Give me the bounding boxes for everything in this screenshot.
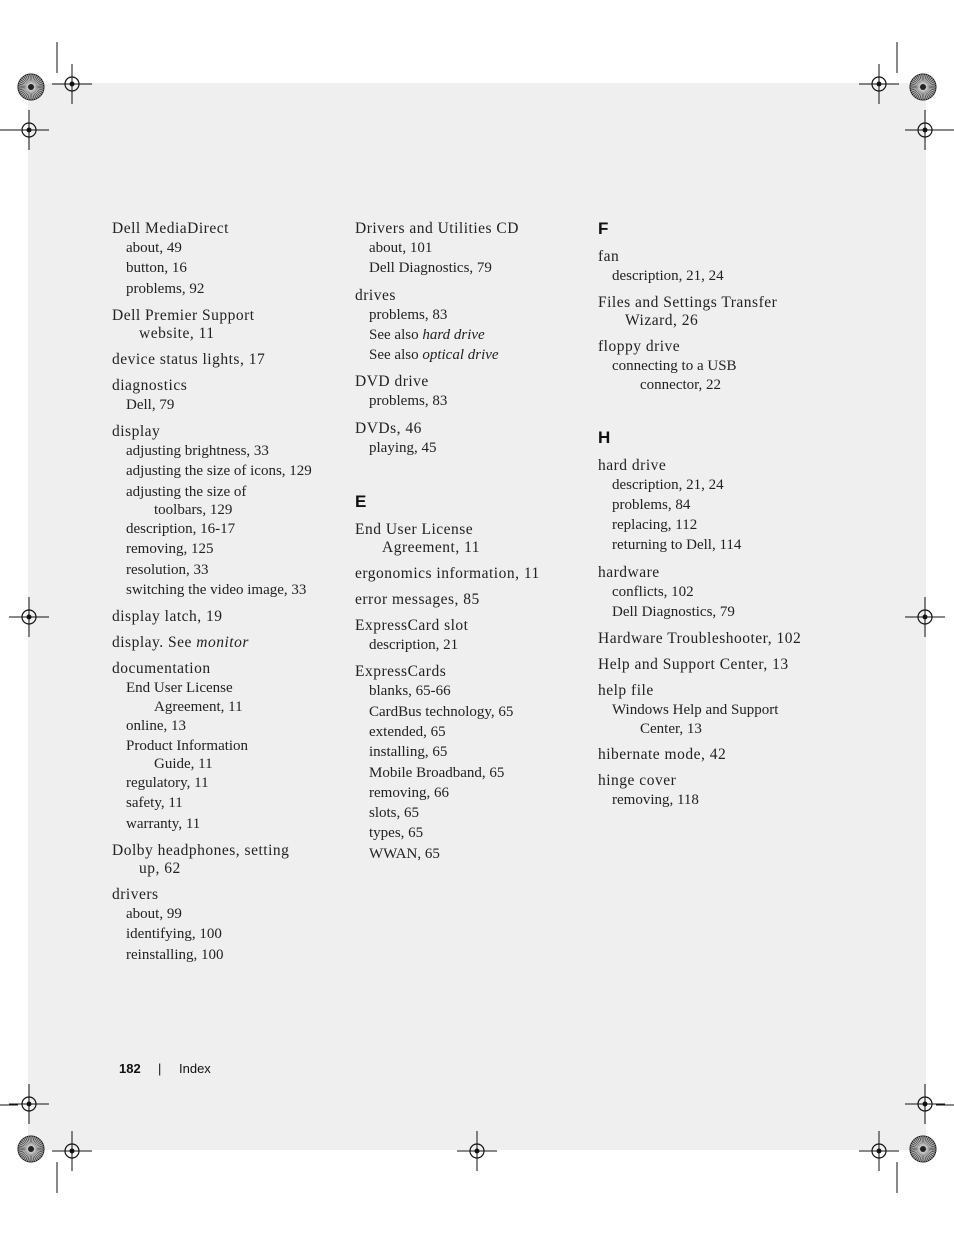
- index-entry: [112, 350, 344, 369]
- index-subentry-text: connecting to a USB: [612, 358, 737, 375]
- index-subentry: [112, 793, 344, 813]
- index-entry: [598, 337, 830, 393]
- index-subentry-text: blanks, 65-66: [369, 683, 451, 700]
- index-term-text: hibernate mode, 42: [598, 745, 727, 763]
- index-subentry-text: Dell Diagnostics, 79: [369, 260, 492, 277]
- index-entry: [598, 456, 830, 556]
- index-subentry: [598, 790, 830, 810]
- index-subentry-text: End User License: [126, 680, 233, 697]
- index-subentry-text: problems, 83: [369, 306, 448, 323]
- index-term: [355, 286, 587, 305]
- index-entry: [112, 841, 344, 878]
- index-term-text: ExpressCard slot: [355, 617, 469, 635]
- index-term-text: DVDs, 46: [355, 419, 422, 437]
- index-term-text: fan: [598, 248, 620, 265]
- index-term: [355, 419, 587, 438]
- index-term-text: DVD drive: [355, 373, 429, 391]
- index-subentry-text: safety, 11: [126, 795, 183, 812]
- index-term-text: floppy drive: [598, 338, 681, 356]
- registration-mark-dot: [475, 1149, 480, 1154]
- star-target-center: [28, 84, 34, 90]
- index-subentry-text: warranty, 11: [126, 815, 201, 832]
- index-term-text: End User License: [355, 521, 474, 539]
- index-entry: [112, 219, 344, 299]
- index-term: [598, 247, 830, 266]
- index-term-text: drivers: [112, 886, 159, 904]
- index-subentry: [598, 495, 830, 515]
- index-subentry: [355, 345, 587, 365]
- index-subentry-text: description, 16-17: [126, 521, 236, 538]
- index-subentry-text: reinstalling, 100: [126, 946, 224, 963]
- star-target-center: [920, 1146, 926, 1152]
- index-term: [355, 662, 587, 681]
- registration-mark-dot: [923, 128, 928, 133]
- index-entry: [598, 563, 830, 623]
- index-subentry: [598, 602, 830, 622]
- index-entry: [355, 520, 587, 557]
- index-term-continuation: Wizard, 26: [625, 312, 699, 330]
- index-column-3: [598, 219, 830, 817]
- index-term: [598, 771, 830, 790]
- index-subentry: [355, 438, 587, 458]
- index-subentry-text: online, 13: [126, 717, 186, 734]
- index-subentry-text: installing, 65: [369, 744, 448, 761]
- index-subentry: [355, 823, 587, 843]
- index-subentry: [355, 844, 587, 864]
- index-subentry-text: description, 21, 24: [612, 268, 724, 284]
- star-target-center: [920, 84, 926, 90]
- index-subentry-text: extended, 65: [369, 723, 446, 740]
- index-entry: [598, 771, 830, 810]
- index-subentry: [112, 560, 344, 580]
- index-subentry: [112, 279, 344, 299]
- index-term: [112, 306, 344, 325]
- index-subentry-continuation: Guide, 11: [154, 756, 213, 773]
- index-term-text: drives: [355, 286, 396, 304]
- index-term-text: device status lights, 17: [112, 350, 266, 368]
- index-term: [598, 456, 830, 475]
- registration-mark-dot: [27, 615, 32, 620]
- section-letter: E: [355, 492, 367, 512]
- index-term-text: ergonomics information, 11: [355, 565, 540, 583]
- index-subentry-text: conflicts, 102: [612, 583, 694, 600]
- index-subentry-text: button, 16: [126, 260, 187, 277]
- index-term-text: hard drive: [598, 456, 667, 474]
- index-subentry: [112, 461, 344, 481]
- index-subentry-text: about, 49: [126, 240, 182, 256]
- index-subentry-text: See also: [369, 347, 423, 364]
- index-term-text: documentation: [112, 660, 211, 678]
- section-name: Index: [179, 1061, 211, 1076]
- index-subentry: [112, 482, 344, 502]
- index-term-text: ExpressCards: [355, 663, 447, 681]
- index-subentry-text: adjusting the size of icons, 129: [126, 463, 312, 480]
- index-subentry: [112, 736, 344, 756]
- index-entry: [112, 422, 344, 600]
- index-entry: [112, 376, 344, 415]
- index-subentry-text: about, 99: [126, 906, 182, 923]
- index-entry: [355, 564, 587, 583]
- index-subentry-text: playing, 45: [369, 439, 437, 456]
- index-subentry: [355, 763, 587, 783]
- index-subentry-continuation: Agreement, 11: [154, 698, 243, 715]
- index-term-text: Help and Support Center, 13: [598, 656, 789, 674]
- index-entry: [355, 372, 587, 411]
- index-term-text: display: [112, 423, 161, 441]
- index-term-text: display latch, 19: [112, 608, 223, 626]
- index-term-text: hinge cover: [598, 771, 677, 789]
- index-subentry-text: removing, 66: [369, 784, 449, 801]
- index-subentry: [112, 814, 344, 834]
- index-term-text: Dell MediaDirect: [112, 220, 229, 237]
- index-subentry: [112, 519, 344, 539]
- index-term: [598, 655, 830, 674]
- index-subentry-text: Dell, 79: [126, 396, 175, 413]
- registration-mark-dot: [877, 82, 882, 87]
- index-term-continuation: website, 11: [139, 324, 215, 342]
- footer-separator: |: [158, 1061, 162, 1076]
- index-subentry-continuation: toolbars, 129: [154, 502, 233, 519]
- index-entry: [598, 745, 830, 764]
- index-subentry-text: description, 21: [369, 637, 459, 654]
- index-term: [355, 564, 587, 583]
- index-subentry: [112, 924, 344, 944]
- index-term: [112, 350, 344, 369]
- registration-mark-dot: [70, 82, 75, 87]
- index-term-text: Files and Settings Transfer: [598, 294, 778, 312]
- index-term: [598, 629, 830, 648]
- index-subentry-text: CardBus technology, 65: [369, 703, 514, 720]
- index-subentry-text: about, 101: [369, 240, 433, 256]
- index-subentry-text: description, 21, 24: [612, 476, 724, 493]
- index-term: [112, 219, 344, 238]
- index-subentry: [355, 325, 587, 345]
- index-term: [112, 885, 344, 904]
- index-subentry: [598, 356, 830, 376]
- index-subentry: [355, 258, 587, 278]
- index-subentry: [598, 535, 830, 555]
- index-subentry: [355, 305, 587, 325]
- index-term: [598, 337, 830, 356]
- index-subentry-text: removing, 125: [126, 541, 214, 558]
- index-subentry: [355, 783, 587, 803]
- index-term: [355, 520, 587, 539]
- index-subentry-text: replacing, 112: [612, 517, 698, 534]
- index-subentry: [355, 635, 587, 655]
- index-subentry-text: See also: [369, 326, 423, 343]
- index-term-continuation: up, 62: [139, 860, 181, 878]
- index-subentry-text: problems, 84: [612, 496, 691, 513]
- index-term: [598, 293, 830, 312]
- index-entry: [598, 629, 830, 648]
- star-target-center: [28, 1146, 34, 1152]
- index-entry: [355, 286, 587, 366]
- index-column-1: [112, 219, 344, 972]
- index-subentry: [112, 441, 344, 461]
- index-entry: [355, 419, 587, 458]
- index-subentry: [355, 391, 587, 411]
- index-subentry-text: removing, 118: [612, 791, 699, 808]
- index-subentry-continuation: connector, 22: [640, 376, 722, 393]
- index-entry: [598, 655, 830, 674]
- registration-mark-dot: [877, 1149, 882, 1154]
- index-subentry: [355, 238, 587, 258]
- index-subentry: [112, 539, 344, 559]
- index-term-text: Hardware Troubleshooter, 102: [598, 630, 802, 648]
- section-letter: H: [598, 427, 611, 447]
- registration-mark-dot: [27, 128, 32, 133]
- index-term: [598, 563, 830, 582]
- index-subentry-continuation: Center, 13: [640, 720, 702, 737]
- index-subentry-crossref: optical drive: [422, 347, 499, 364]
- registration-mark-dot: [923, 615, 928, 620]
- index-subentry-text: Product Information: [126, 737, 249, 754]
- index-subentry-text: resolution, 33: [126, 561, 209, 578]
- registration-mark-dot: [923, 1102, 928, 1107]
- index-term-text: Dolby headphones, setting: [112, 842, 290, 860]
- index-subentry: [112, 945, 344, 965]
- index-term-text: Drivers and Utilities CD: [355, 220, 519, 237]
- index-subentry: [112, 773, 344, 793]
- index-term-text: error messages, 85: [355, 591, 480, 609]
- index-subentry-text: slots, 65: [369, 805, 420, 822]
- index-subentry-text: adjusting brightness, 33: [126, 443, 269, 460]
- index-term: [598, 681, 830, 700]
- index-entry: [355, 219, 587, 279]
- index-subentry: [112, 678, 344, 698]
- index-subentry-text: adjusting the size of: [126, 483, 247, 500]
- index-entry: [598, 681, 830, 737]
- registration-mark-dot: [70, 1149, 75, 1154]
- index-subentry-text: problems, 83: [369, 393, 448, 410]
- index-term: [112, 659, 344, 678]
- index-term: [355, 219, 587, 238]
- index-subentry: [598, 266, 830, 286]
- index-term-text: diagnostics: [112, 376, 188, 394]
- index-subentry-text: problems, 92: [126, 280, 205, 297]
- index-subentry-text: Mobile Broadband, 65: [369, 764, 505, 781]
- index-subentry-text: regulatory, 11: [126, 775, 209, 792]
- index-subentry: [112, 395, 344, 415]
- index-term-text: hardware: [598, 563, 660, 581]
- index-subentry: [355, 803, 587, 823]
- index-entry: [112, 885, 344, 965]
- index-subentry: [598, 475, 830, 495]
- index-subentry: [112, 580, 344, 600]
- index-entry: [112, 659, 344, 834]
- page-number: 182: [119, 1061, 141, 1076]
- index-subentry: [112, 258, 344, 278]
- index-subentry-text: Dell Diagnostics, 79: [612, 604, 735, 621]
- index-entry: [355, 616, 587, 655]
- index-subentry: [355, 722, 587, 742]
- index-entry: [598, 247, 830, 286]
- index-term: [112, 422, 344, 441]
- index-term: [112, 376, 344, 395]
- index-column-2: [355, 219, 587, 871]
- index-subentry: [112, 238, 344, 258]
- index-subentry: [355, 742, 587, 762]
- index-term: [112, 841, 344, 860]
- index-term: [355, 372, 587, 391]
- index-subentry-text: returning to Dell, 114: [612, 537, 742, 554]
- index-subentry: [598, 582, 830, 602]
- index-subentry: [112, 716, 344, 736]
- section-letter: F: [598, 219, 609, 238]
- index-term: [355, 590, 587, 609]
- index-subentry: [598, 515, 830, 535]
- index-term-text: display. See: [112, 634, 197, 652]
- index-subentry: [112, 904, 344, 924]
- index-entry: [112, 633, 344, 652]
- index-subentry-text: types, 65: [369, 825, 424, 842]
- index-term-text: Dell Premier Support: [112, 306, 255, 324]
- index-term: [598, 745, 830, 764]
- index-subentry: [355, 681, 587, 701]
- index-term: [112, 607, 344, 626]
- index-entry: [112, 306, 344, 343]
- index-subentry-text: identifying, 100: [126, 926, 222, 943]
- registration-mark-dot: [27, 1102, 32, 1107]
- index-subentry: [355, 702, 587, 722]
- index-term: [112, 633, 344, 652]
- index-term-text: help file: [598, 682, 654, 700]
- index-entry: [355, 662, 587, 864]
- index-term-continuation: Agreement, 11: [382, 539, 481, 557]
- index-subentry-crossref: hard drive: [422, 326, 485, 343]
- index-entry: [112, 607, 344, 626]
- index-subentry-text: WWAN, 65: [369, 845, 440, 862]
- index-subentry-text: Windows Help and Support: [612, 702, 779, 719]
- index-term: [355, 616, 587, 635]
- index-entry: [598, 293, 830, 330]
- index-entry: [355, 590, 587, 609]
- index-subentry: [598, 700, 830, 720]
- index-term-crossref: monitor: [196, 634, 249, 652]
- index-subentry-text: switching the video image, 33: [126, 581, 307, 598]
